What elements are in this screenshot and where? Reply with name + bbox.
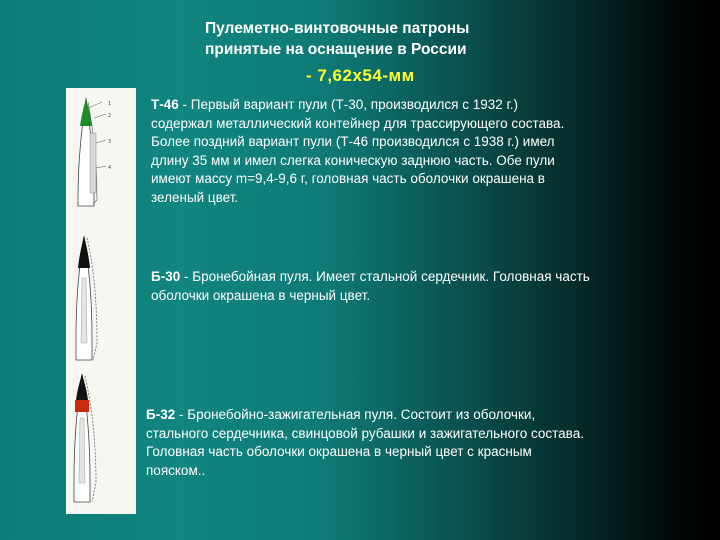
svg-text:2: 2 — [108, 113, 112, 119]
b32-line-3: Головная часть оболочки окрашена в черный цвет с красным — [146, 444, 532, 460]
slide-title — [205, 18, 565, 60]
b32-description — [146, 406, 706, 480]
b30-line-2: оболочки окрашена в черный цвет. — [151, 287, 371, 303]
b32-line-4: пояском.. — [146, 462, 206, 478]
t46-line-3: Более поздний вариант пули (Т-46 производился с 1938 г.) имел — [151, 134, 555, 150]
title-line-2: принятые на оснащение в России — [205, 41, 467, 58]
b30-bullet-drawing — [76, 236, 97, 360]
b32-line-2: стального сердечника, свинцовой рубашки и зажигательного состава. — [146, 425, 584, 441]
title-line-1: Пулеметно-винтовочные патроны — [205, 20, 470, 37]
b32-line-1 — [146, 406, 706, 425]
caliber-subtitle: - 7,62х54-мм — [306, 66, 415, 85]
b32-red-band — [75, 400, 89, 412]
b32-text-1: - Бронебойно-зажигательная пуля. Состоит из оболочки, — [175, 407, 536, 422]
t46-line-4: длину 35 мм и имел слегка коническую заднюю часть. Обе пули — [151, 152, 555, 168]
b30-name: Б-30 — [151, 269, 181, 284]
b30-text-1: - Бронебойная пуля. Имеет стальной сердечник. Головная часть — [180, 269, 590, 284]
t46-line-6: зеленый цвет. — [151, 189, 239, 205]
t46-green-tip — [80, 98, 92, 126]
b32-black-tip — [76, 374, 88, 400]
t46-text-1: - Первый вариант пули (Т-30, производился с 1932 г.) — [178, 97, 519, 112]
b32-bullet-drawing — [74, 374, 96, 502]
t46-line-2: содержал металлический контейнер для трассирующего состава. — [151, 115, 565, 131]
b30-black-tip — [78, 236, 90, 268]
b32-name: Б-32 — [146, 407, 176, 422]
svg-text:4: 4 — [108, 165, 112, 171]
t46-name: Т-46 — [151, 97, 179, 112]
svg-text:1: 1 — [108, 101, 112, 107]
t46-line-5: имеют массу m=9,4-9,6 г, головная часть оболочки окрашена в — [151, 171, 545, 187]
t46-description — [151, 96, 711, 208]
b30-line-1 — [151, 268, 711, 287]
b30-description — [151, 268, 711, 305]
t46-bullet-drawing — [78, 98, 111, 206]
t46-line-1 — [151, 96, 711, 115]
bullets-drawing — [66, 88, 136, 514]
svg-text:3: 3 — [108, 139, 112, 145]
